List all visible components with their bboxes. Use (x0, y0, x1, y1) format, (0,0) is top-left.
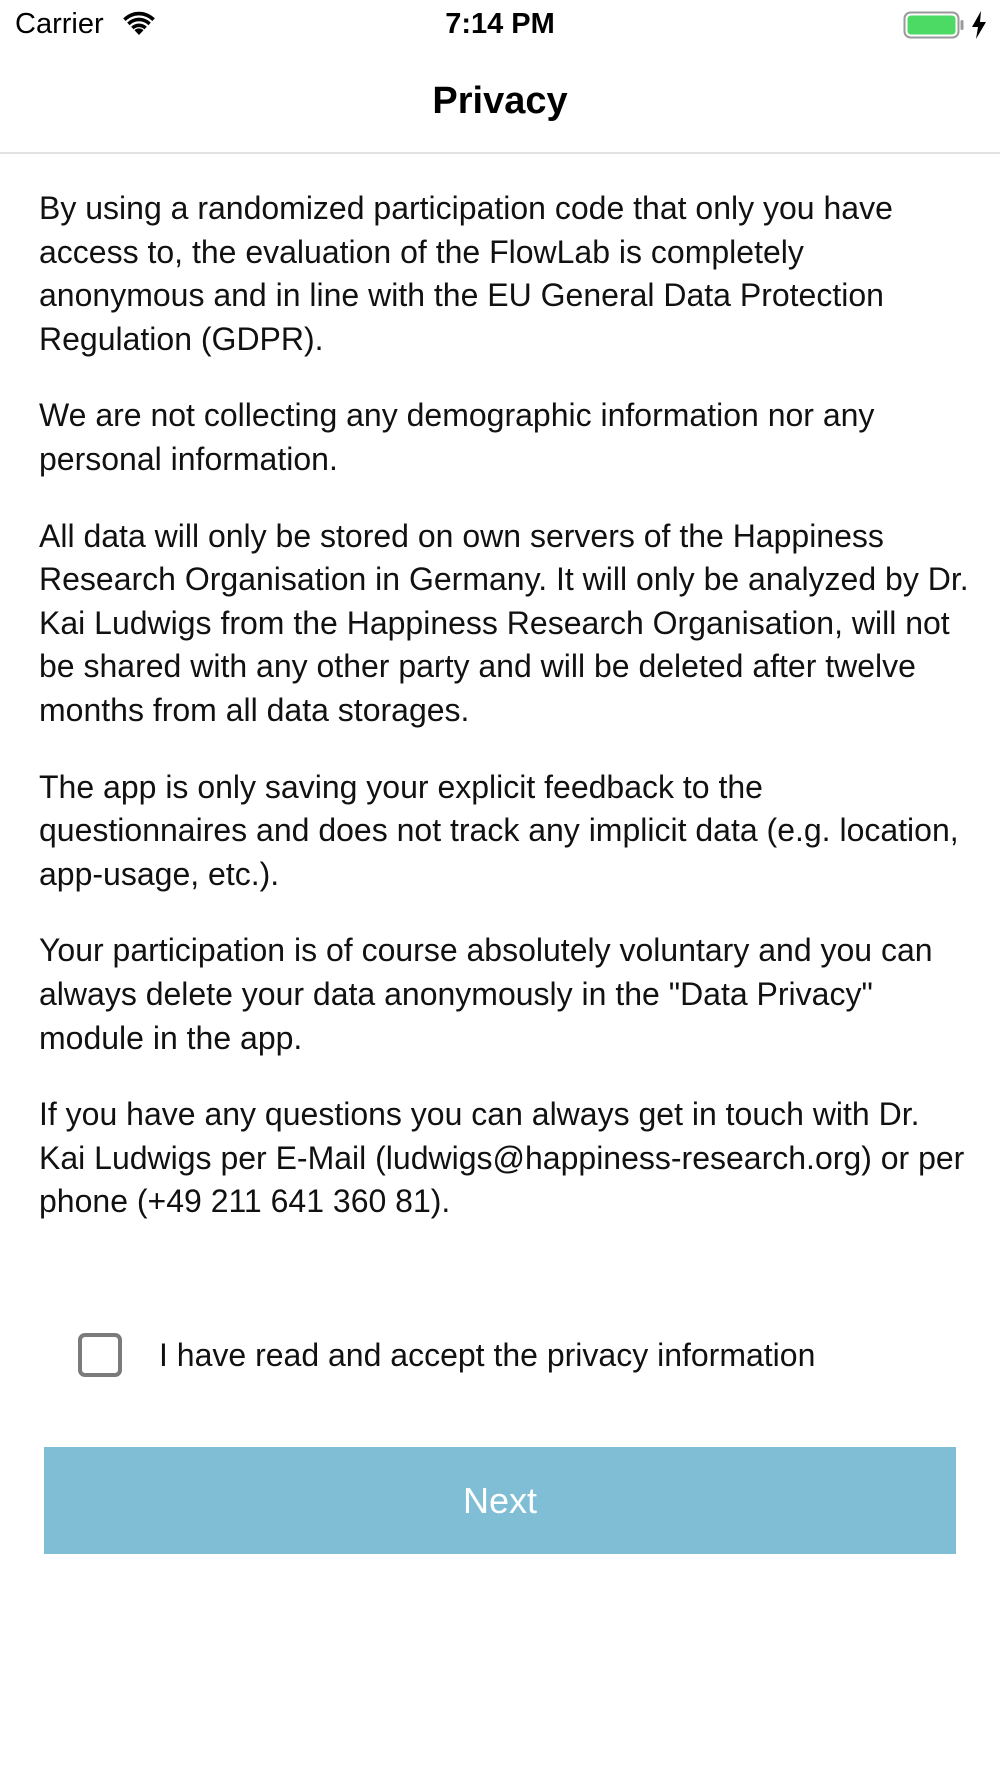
battery-icon (903, 11, 965, 39)
status-bar (0, 0, 1000, 50)
navigation-bar (0, 50, 1000, 154)
privacy-paragraph-tracking: The app is only saving your explicit feedback to the questionnaires and does not track any implicit data (e.g. location, app-usage, etc.). (39, 768, 959, 892)
privacy-paragraph-anonymity: By using a randomized participation code that only you have access to, the evaluation of the FlowLab is completely anonymous and in line with the EU General Data Protection Regulation (GDPR). (39, 190, 893, 357)
privacy-paragraph-contact: If you have any questions you can always get in touch with Dr. Kai Ludwigs per E-Mail (ludwigs@happiness-research.org) or per phone (+49 211 641 360 81). (39, 1096, 965, 1220)
page-title: Privacy (432, 80, 568, 122)
consent-row[interactable] (76, 1331, 976, 1379)
accept-privacy-checkbox[interactable] (78, 1333, 122, 1377)
carrier-name: Carrier (15, 8, 104, 40)
privacy-paragraph-voluntary: Your participation is of course absolutely voluntary and you can always delete your data anonymously in the "Data Privacy" module in the app. (39, 932, 933, 1056)
next-button[interactable]: Next (44, 1447, 956, 1554)
privacy-paragraph-storage: All data will only be stored on own servers of the Happiness Research Organisation in Germany. It will only be analyzed by Dr. Kai Ludwigs from the Happiness Research Organisation, will not be shared with any other party and will be deleted after twelve months from all data storages. (39, 517, 969, 728)
bolt-icon (970, 10, 988, 40)
accept-privacy-label[interactable]: I have read and accept the privacy information (159, 1337, 816, 1373)
status-time: 7:14 PM (445, 8, 555, 40)
privacy-text (39, 187, 969, 1257)
privacy-paragraph-no-personal-data: We are not collecting any demographic information nor any personal information. (39, 397, 875, 477)
